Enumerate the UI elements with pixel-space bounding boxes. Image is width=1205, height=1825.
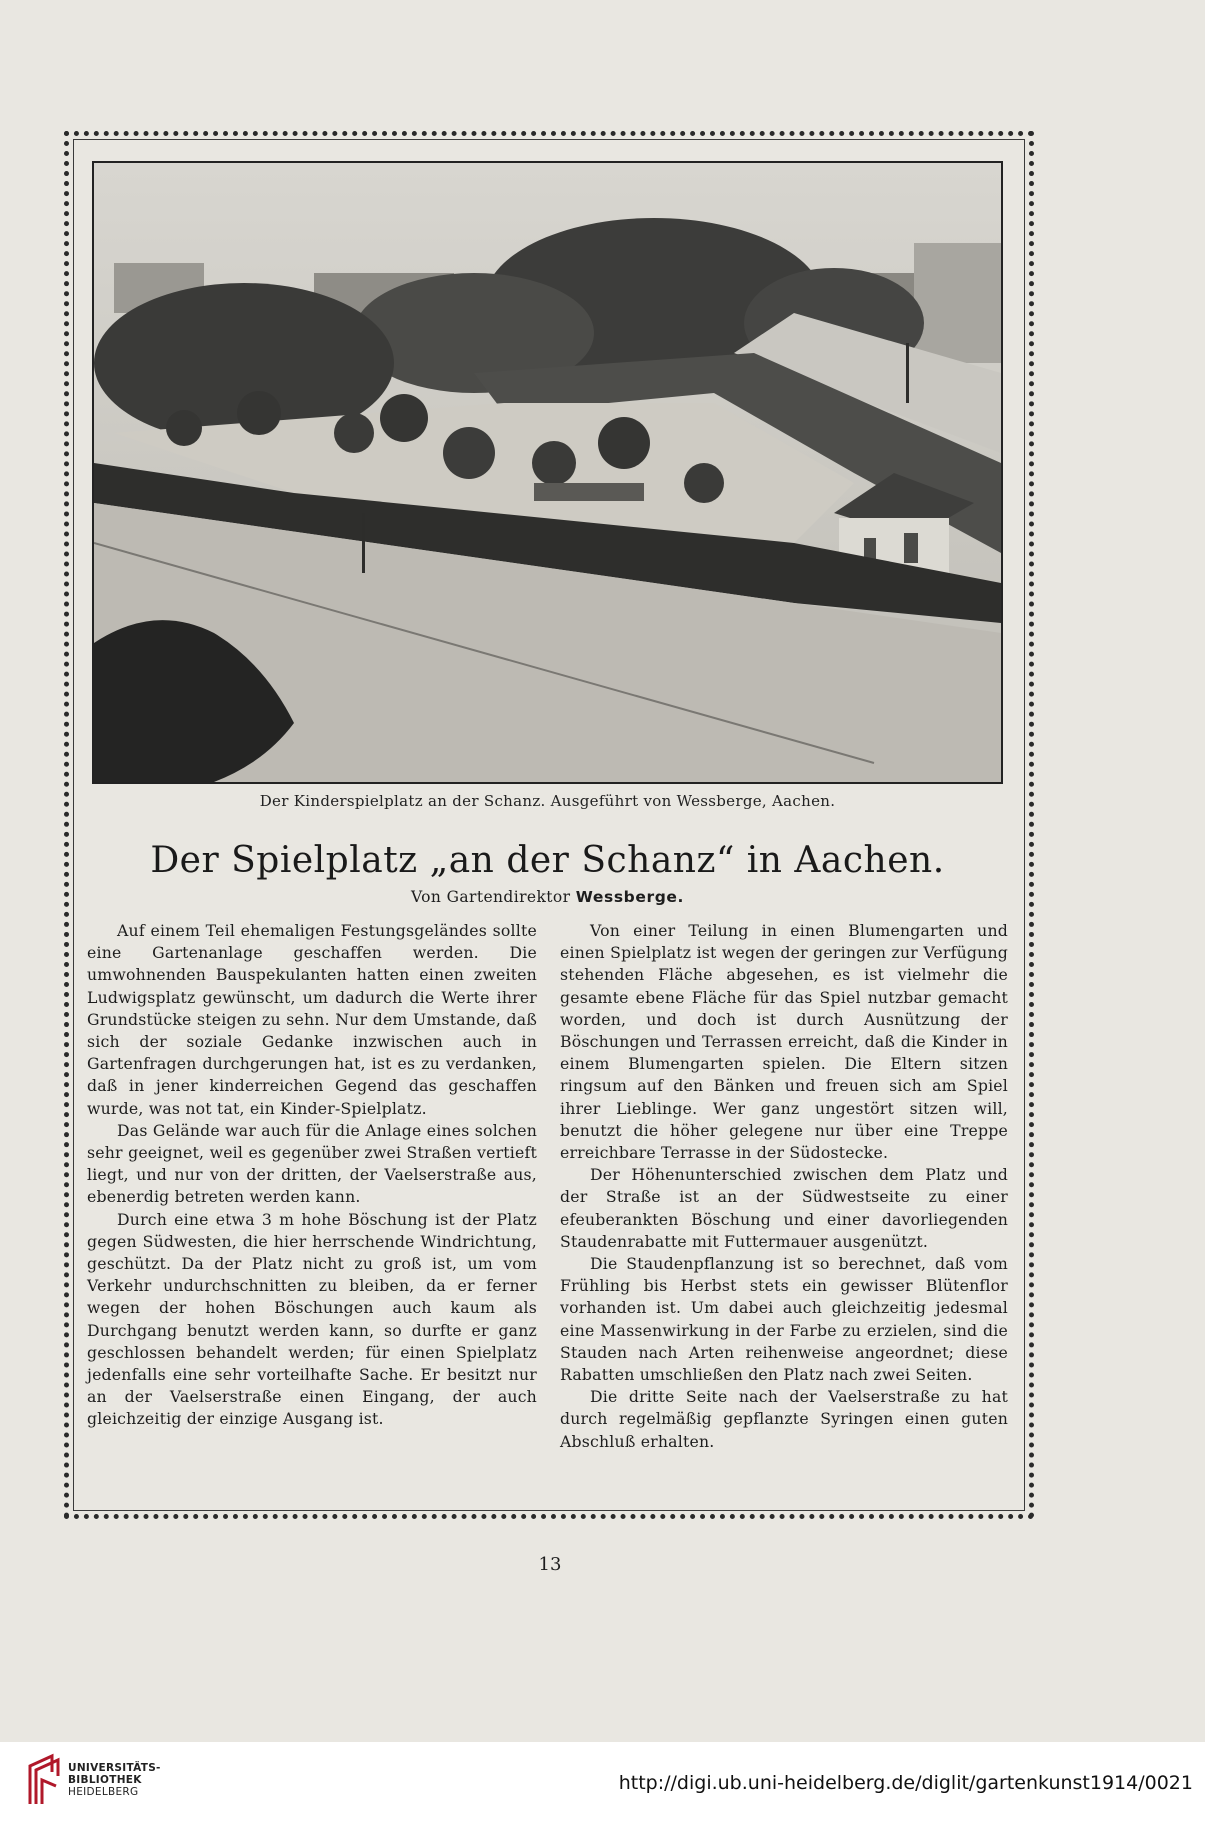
photo-caption: Der Kinderspielplatz an der Schanz. Ausgeführt von Wessberge, Aachen. (259, 792, 836, 810)
article-title: Der Spielplatz „an der Schanz“ in Aachen. (150, 840, 945, 881)
playground-photograph (92, 161, 1003, 784)
page-number: 13 (538, 1554, 562, 1575)
paragraph: Die dritte Seite nach der Vaelserstraße zu hat durch regelmäßig gepflanzte Syringen einen guten Abschluß erhalten. (560, 1387, 1008, 1451)
byline-prefix: Von Gartendirektor (410, 888, 576, 906)
paragraph: Der Höhenunterschied zwischen dem Platz und der Straße ist an der Südwestseite zu einer efeuberankten Böschung und einer davorliegenden Staudenrabatte mit Futtermauer ausgenützt. (560, 1165, 1008, 1251)
text-column-left (87, 920, 537, 1431)
library-line-1: UNIVERSITÄTS- (68, 1762, 161, 1774)
paragraph: Von einer Teilung in einen Blumengarten und einen Spielplatz ist wegen der geringen zur Verfügung stehenden Fläche abgesehen, es ist vielmehr die gesamte ebene Fläche für das Spiel nutzbar gemacht worden, und doch ist durch Ausnützung der Böschungen und Terrassen erreicht, daß die Kinder in einem Blumengarten spielen. Die Eltern sitzen ringsum auf den Bänken und freuen sich am Spiel ihrer Lieblinge. Wer ganz ungestört sitzen will, benutzt die höher gelegene nur über eine Treppe erreichbare Terrasse in der Südostecke. (560, 921, 1008, 1163)
library-line-2: BIBLIOTHEK (68, 1774, 142, 1786)
library-name (68, 1762, 161, 1798)
paragraph: Durch eine etwa 3 m hohe Böschung ist der Platz gegen Südwesten, die hier herrschende Windrichtung, geschützt. Da der Platz nicht zu groß ist, um vom Verkehr undurchschnitten zu bleiben, da er ferner wegen der hohen Böschungen auch kaum als Durchgang benutzt werden kann, so durfte er ganz geschlossen behandelt werden; für einen Spielplatz jedenfalls eine sehr vorteilhafte Sache. Er besitzt nur an der Vaelserstraße einen Eingang, der auch gleichzeitig der einzige Ausgang ist. (87, 1209, 537, 1429)
paragraph: Die Staudenpflanzung ist so berechnet, daß vom Frühling bis Herbst stets ein gewisser Blütenflor vorhanden ist. Um dabei auch gleichzeitig jedesmal eine Massenwirkung in der Farbe zu erzielen, sind die Stauden nach Arten reihenweise angeordnet; diese Rabatten umschließen den Platz nach zwei Seiten. (560, 1254, 1008, 1385)
text-column-right (560, 920, 1008, 1453)
library-logo-icon (22, 1752, 72, 1812)
article-byline (92, 888, 1003, 906)
paragraph: Das Gelände war auch für die Anlage eines solchen sehr geeignet, weil es gegenüber zwei Straßen vertieft liegt, und nur von der dritten, der Vaelserstraße aus, ebenerdig betreten werden kann. (87, 1120, 537, 1207)
digitization-footer (0, 1742, 1205, 1825)
paragraph: Auf einem Teil ehemaligen Festungsgeländes sollte eine Gartenanlage geschaffen werden. Die umwohnenden Bauspekulanten hatten einen zweiten Ludwigsplatz gewünscht, um dadurch die Werte ihrer Grundstücke steigen zu sehn. Nur dem Umstande, daß sich der soziale Gedanke inzwischen auch in Gartenfragen durchgerungen hat, ist es zu verdanken, daß in jener kinderreichen Gegend das geschaffen wurde, was not tat, ein Kinder-Spielplatz. (87, 921, 537, 1118)
byline-author: Wessberge. (575, 888, 685, 906)
source-url-link[interactable]: http://digi.ub.uni-heidelberg.de/diglit/gartenkunst1914/0021 (618, 1772, 1193, 1794)
library-line-3: HEIDELBERG (68, 1786, 139, 1798)
